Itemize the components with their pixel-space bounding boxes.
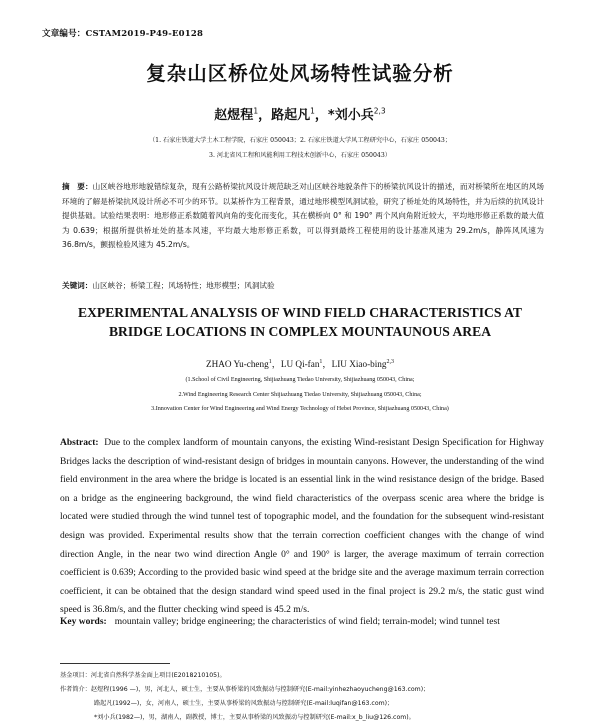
cn-author-1: 赵煜程 bbox=[214, 108, 254, 123]
chinese-abstract bbox=[62, 180, 544, 253]
english-abstract bbox=[60, 434, 544, 620]
cn-author-2: 路起凡 bbox=[271, 108, 311, 123]
cn-author-2-sup: 1 bbox=[310, 106, 315, 116]
en-keywords-text: mountain valley; bridge engineering; the characteristics of wind field; terrain-model; wind tunnel test bbox=[114, 617, 500, 627]
cn-keywords-text: 山区峡谷；桥梁工程；风场特性；地形模型；风洞试验 bbox=[92, 281, 275, 290]
en-abstract-text: Due to the complex landform of mountain canyons, the existing Wind-resistant Design Specification for Highway Bridges lacks the description of wind-resistant design of bridges in mountain canyons. However, the understanding of the wind field environment in the area where the bridge is located is an essential link in the wind resistance design of the bridge. Based on a bridge as the engineering background, the wind field characteristics of the overpass scenic area where the bridge is located were studied through the wind tunnel test of topographic model, and the foundation for the subsequent wind-resistant design was provided. Experimental results show that the terrain correction coefficient changes with the change of wind direction Angle, in the near two wind direction Angle 0° and 190° is larger, the average maximum of terrain correction coefficient is 0.639; According to the provided basic wind speed at the bridge site and the average maximum terrain correction coefficient, it can be obtained that the design standard wind speed used in the final project is 29.2 m/s, the static gust wind speed is 36.8m/s, and the flutter checking wind speed is 45.2 m/s. bbox=[60, 438, 544, 616]
en-abstract-label: Abstract: bbox=[60, 438, 99, 448]
cn-author-3-sup: 2,3 bbox=[373, 106, 386, 116]
cn-keywords-label: 关键词： bbox=[62, 281, 93, 290]
chinese-title: 复杂山区桥位处风场特性试验分析 bbox=[146, 62, 454, 85]
en-affiliation-1: (1.School of Civil Engineering, Shijiazhuang Tiedao University, Shijiazhuang 050043, China; bbox=[185, 377, 415, 383]
english-title-line-1: EXPERIMENTAL ANALYSIS OF WIND FIELD CHARACTERISTICS AT bbox=[78, 305, 522, 320]
cn-author-3: 刘小兵 bbox=[334, 108, 374, 123]
cn-author-sep: ， bbox=[258, 108, 272, 123]
footnote-divider bbox=[60, 663, 170, 664]
en-author-2: LU Qi-fan bbox=[280, 359, 320, 369]
en-author-3-sup: 2,3 bbox=[386, 358, 394, 365]
english-authors bbox=[0, 356, 600, 370]
footnote-author-1: 作者简介：赵煜程(1996 —)，男，河北人，硕士生，主要从事桥梁的风致振动与控制研究(E-mail:yinhezhaoyucheng@163.com)； bbox=[60, 686, 430, 693]
chinese-authors bbox=[0, 104, 600, 123]
english-title-line-2: BRIDGE LOCATIONS IN COMPLEX MOUNTAUNOUS AREA bbox=[108, 324, 492, 339]
en-author-2-sup: 1 bbox=[319, 358, 323, 365]
footnote-author-2: 路起凡(1992—)，女，河南人，硕士生，主要从事桥梁的风致振动与控制研究(E-mail:luqifan@163.com)； bbox=[94, 700, 394, 707]
cn-abstract-text: 山区峡谷地形地貌错综复杂，现有公路桥梁抗风设计规范缺乏对山区峡谷地貌条件下的桥梁抗风设计的描述，而对桥梁所在地区的风场环境的了解是桥梁抗风设计所必不可少的环节。以某桥作为工程背景，通过地形模型风洞试验，研究了桥址处的风场特性，并为后续的抗风设计提供基础。试验结果表明：地形修正系数随着风向角的变化而变化，其在横桥向 0° 和 190° 两个风向角附近较大，平均地形修正系数的最大值为 0.639；根据所提供桥址处的基本风速，平均最大地形修正系数，可以得到最终工程使用的设计基准风速为 29.2m/s，静阵风风速为 36.8m/s，颤振检验风速为 45.2m/s。 bbox=[62, 182, 544, 250]
cn-author-sep: ， bbox=[314, 108, 328, 123]
english-keywords bbox=[60, 613, 544, 632]
footnote-funding: 基金项目：河北省自然科学基金面上项目(E2018210105)。 bbox=[60, 672, 226, 679]
article-number: 文章编号：CSTAM2019-P49-E0128 bbox=[42, 29, 204, 39]
cn-author-3-prefix: * bbox=[327, 108, 335, 123]
footnote-author-3: *刘小兵(1982—)，男，湖南人，副教授，博士，主要从事桥梁的风致振动与控制研究(E-mail:x_b_liu@126.com)。 bbox=[94, 714, 415, 721]
english-title bbox=[0, 303, 600, 341]
en-affiliation-2: 2.Wind Engineering Research Center Shijiazhuang Tiedao University, Shijiazhuang 050043, China; bbox=[178, 392, 422, 398]
cn-affiliation-1: （1. 石家庄铁道大学土木工程学院，石家庄 050043；2. 石家庄铁道大学风工程研究中心，石家庄 050043； bbox=[148, 137, 452, 144]
en-author-3: LIU Xiao-bing bbox=[331, 359, 387, 369]
cn-abstract-label: 摘 要： bbox=[62, 182, 93, 191]
cn-affiliation-2: 3. 河北省风工程和风能利用工程技术创新中心，石家庄 050043） bbox=[209, 152, 391, 159]
en-affiliation-3: 3.Innovation Center for Wind Engineering and Wind Energy Technology of Hebei Province, Shijiazhuang 050043, China) bbox=[151, 406, 449, 412]
en-keywords-label: Key words: bbox=[60, 617, 107, 627]
cn-author-1-sup: 1 bbox=[253, 106, 259, 116]
en-author-1: ZHAO Yu-cheng bbox=[206, 359, 269, 369]
en-author-sep: ， bbox=[271, 359, 281, 369]
chinese-keywords bbox=[62, 280, 544, 291]
en-author-1-sup: 1 bbox=[268, 358, 272, 365]
en-author-sep: ， bbox=[322, 359, 332, 369]
